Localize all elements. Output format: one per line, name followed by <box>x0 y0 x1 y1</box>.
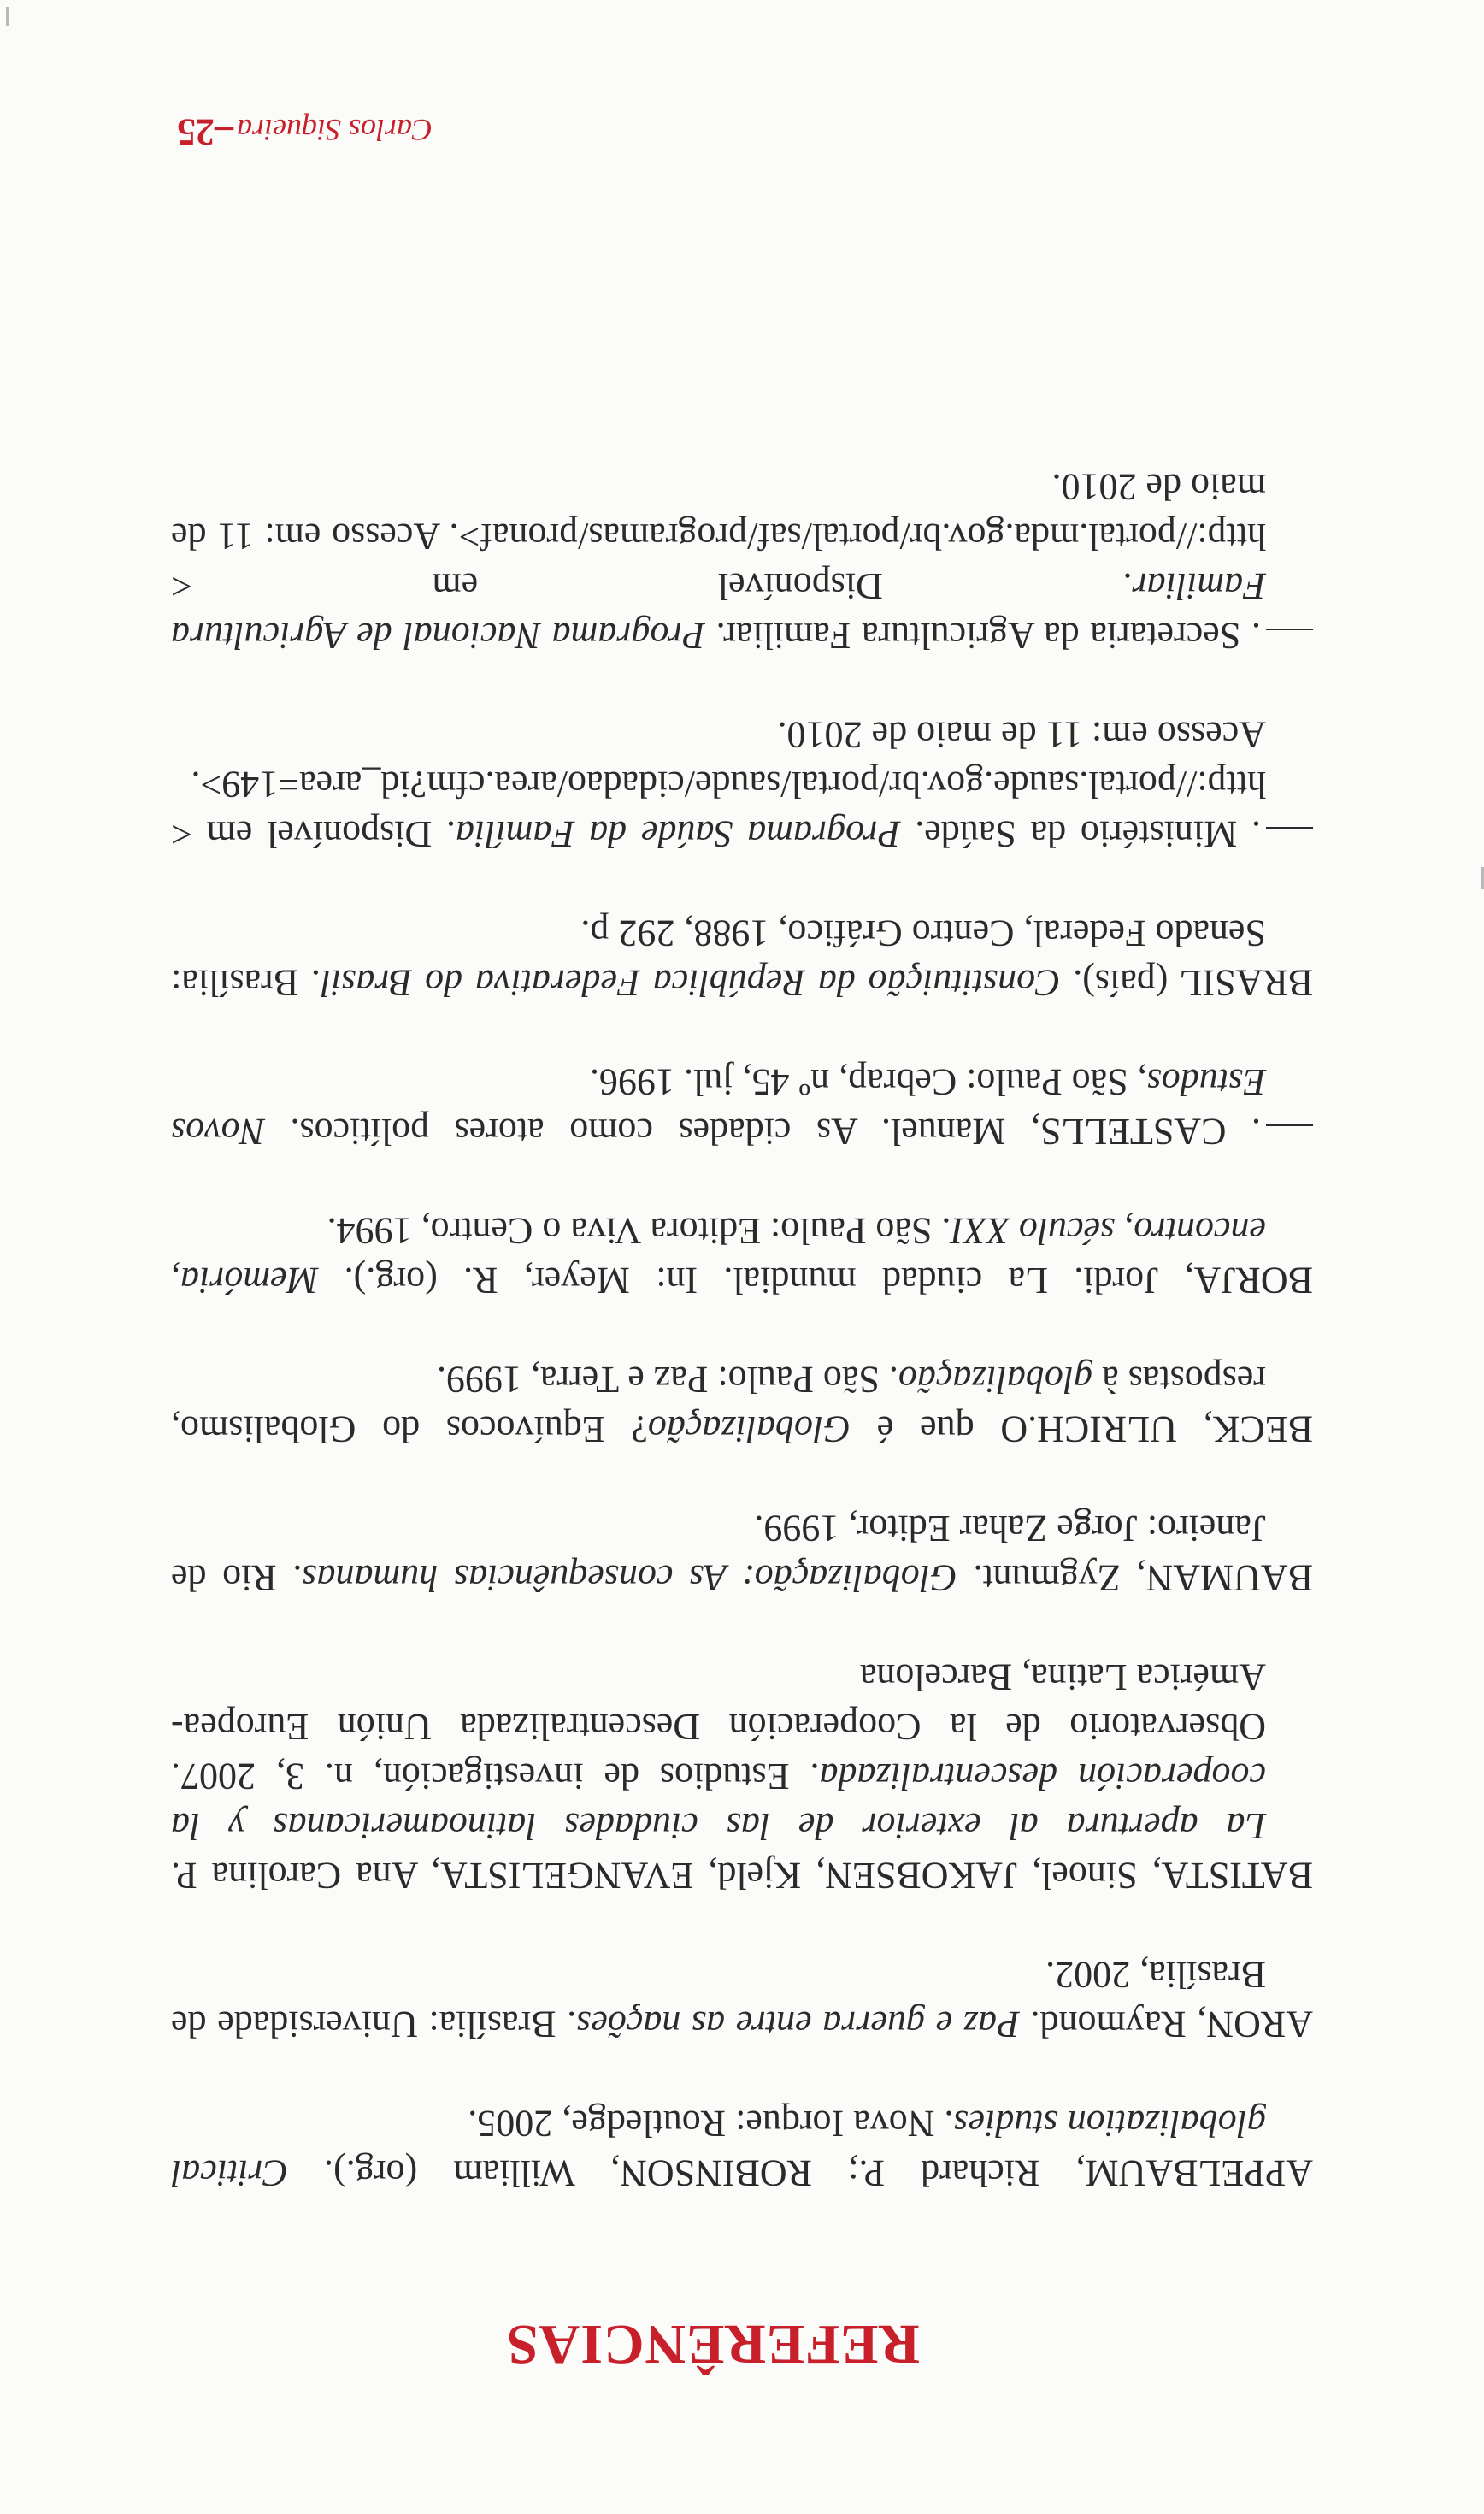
page-footer <box>177 110 433 154</box>
repeat-author-dash <box>1266 628 1313 630</box>
reference-title: Memória, encontro, século XXI <box>171 1210 1266 1301</box>
reference-title: Constituição da República Federativa do Brasil <box>320 962 1061 1004</box>
reference-title: Critical globalization studies <box>171 2103 1266 2194</box>
reference-entry-beck: BECK, ULRICH.O que é Globalização? Equívocos do Globalismo, respostas à globalização. São Paulo: Paz e Terra, 1999. <box>171 1359 1313 1450</box>
repeat-author-dash <box>1266 1124 1313 1126</box>
reference-entry-appelbaum: APPELBAUM, Richard P.; ROBINSON, William (org.). Critical globalization studies. Nova Iorque: Routledge, 2005. <box>171 2103 1313 2194</box>
reference-title: Paz e guerra entre as nações <box>576 2004 1020 2045</box>
reference-title: Programa Saúde da Família <box>456 813 901 855</box>
reference-entry-brasil: BRASIL (país). Constituição da República Federativa do Brasil. Brasília: Senado Federal, Centro Gráfico, 1988, 292 p. <box>171 912 1313 1004</box>
references-list <box>171 412 1313 2198</box>
scan-edge-mark <box>6 7 9 26</box>
reference-title: Programa Nacional de Agricultura Familiar <box>170 565 1266 657</box>
reference-entry-bauman: BAUMAN, Zygmunt. Globalização: As consequências humanas. Rio de Janeiro: Jorge Zahar Editor, 1999. <box>171 1508 1313 1599</box>
repeat-author-dash <box>1266 827 1313 829</box>
page-number: –25 <box>176 111 233 153</box>
reference-title: Globalização: As consequências humanas <box>302 1557 957 1599</box>
reference-entry-borja: BORJA, Jordi. La ciudad mundial. In: Meyer, R. (org.). Memória, encontro, século XXI. São Paulo: Editora Viva o Centro, 1994. <box>171 1210 1313 1301</box>
reference-title: Novos Estudos <box>171 1061 1266 1153</box>
reference-entry-agricultura-familiar: . Secretaria da Agricultura Familiar. Programa Nacional de Agricultura Familiar. Disponível em < http://portal.mda.gov.br/portal/saf/programas/pronaf>. Acesso em: 11 de maio de 2010. <box>171 462 1313 660</box>
reference-title: La apertura al exterior de las ciudades latinoamericanas y la cooperación descentralizada <box>171 1756 1266 1847</box>
reference-subtitle: globalização <box>898 1359 1093 1401</box>
footer-author: Carlos Siqueira <box>236 113 433 147</box>
reference-entry-castells: . CASTELLS, Manuel. As cidades como atores políticos. Novos Estudos, São Paulo: Cebrap, nº 45, jul. 1996. <box>171 1057 1313 1156</box>
reference-entry-batista: BATISTA, Sinoel, JAKOBSEN, Kjeld, EVANGELISTA, Ana Carolina P. La apertura al exterior de las ciudades latinoamericanas y la cooperación descentralizada. Estudios de investigación, n. 3, 2007. Observatorio de la Cooperación Descentralizada Unión Europea-América Latina, Barcelona <box>171 1656 1313 1897</box>
reference-entry-ministerio-saude: . Ministério da Saúde. Programa Saúde da Família. Disponível em < http://portal.saude.gov.br/portal/saude/cidadao/area.cfm?id_area=149>. Acesso em: 11 de maio de 2010. <box>171 710 1313 859</box>
reference-entry-aron: ARON, Raymond. Paz e guerra entre as nações. Brasília: Universidade de Brasília, 2002. <box>171 1954 1313 2045</box>
page-title: REFERÊNCIAS <box>505 2313 920 2375</box>
reference-title: Globalização <box>647 1408 851 1450</box>
